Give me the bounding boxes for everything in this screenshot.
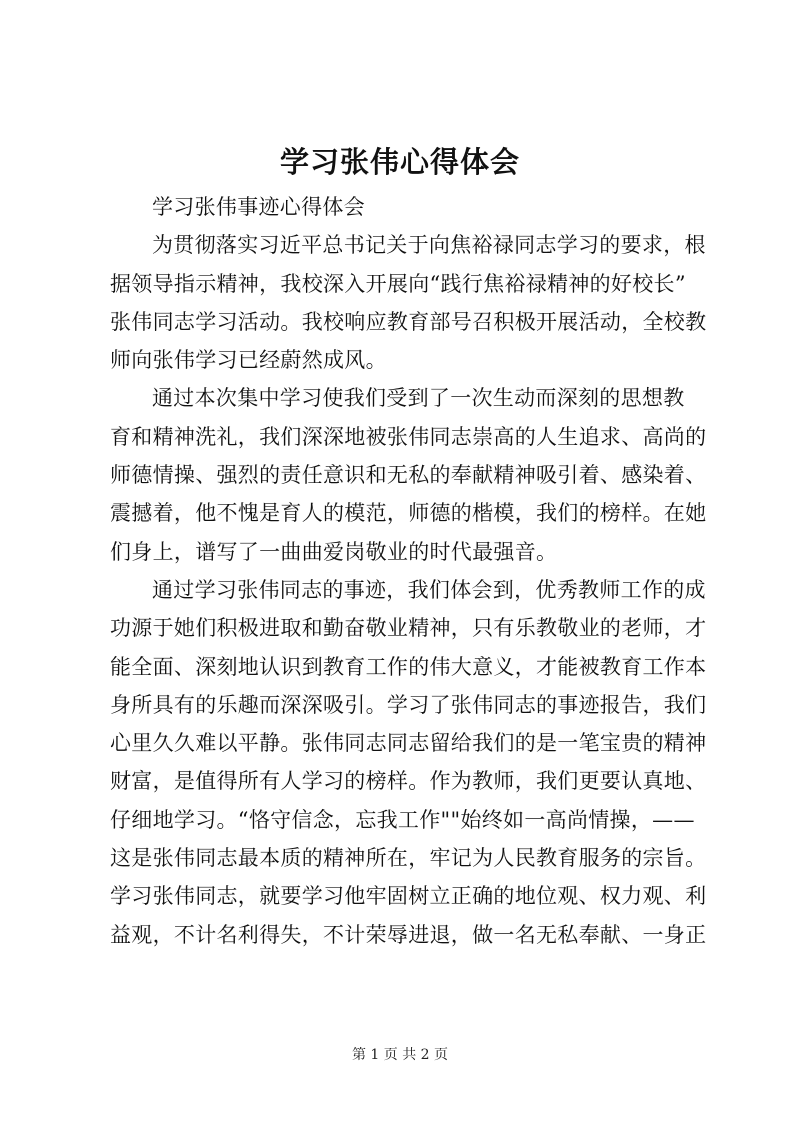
paragraph-3-line-7: 仔细地学习。“恪守信念，忘我工作""始终如一高尚情操，—— [110,807,695,832]
paragraph-3-line-3: 能全面、深刻地认识到教育工作的伟大意义，才能被教育工作本 [110,654,707,679]
paragraph-3-line-10: 益观，不计名利得失，不计荣辱进退，做一名无私奉献、一身正 [110,922,707,947]
paragraph-3-line-8: 这是张伟同志最本质的精神所在，牢记为人民教育服务的宗旨。 [110,846,707,871]
paragraph-3-line-1: 通过学习张伟同志的事迹，我们体会到，优秀教师工作的成 [152,577,706,602]
paragraph-3-line-2: 功源于她们积极进取和勤奋敬业精神，只有乐教敬业的老师，才 [110,616,707,641]
paragraph-3-line-9: 学习张伟同志，就要学习他牢固树立正确的地位观、权力观、利 [110,884,707,909]
document-subtitle: 学习张伟事迹心得体会 [152,195,365,219]
paragraph-3-line-5: 心里久久难以平静。张伟同志同志留给我们的是一笔宝贵的精神 [110,731,707,756]
paragraph-3-line-6: 财富，是值得所有人学习的榜样。作为教师，我们更要认真地、 [110,769,707,794]
paragraph-3-line-4: 身所具有的乐趣而深深吸引。学习了张伟同志的事迹报告，我们 [110,692,707,717]
document-body [110,188,707,954]
paragraph-1-line-2: 据领导指示精神，我校深入开展向“践行焦裕禄精神的好校长” [110,271,686,296]
paragraph-2-line-2: 育和精神洗礼，我们深深地被张伟同志崇高的人生追求、高尚的 [110,424,707,449]
paragraph-2-line-1: 通过本次集中学习使我们受到了一次生动而深刻的思想教 [152,386,685,411]
paragraph-1-line-3: 张伟同志学习活动。我校响应教育部号召积极开展活动，全校教 [110,309,707,334]
page-number-footer: 第 1 页 共 2 页 [351,1047,449,1063]
document-title: 学习张伟心得体会 [279,145,520,179]
paragraph-2-line-3: 师德情操、强烈的责任意识和无私的奉献精神吸引着、感染着、 [110,463,707,488]
paragraph-1-line-4: 师向张伟学习已经蔚然成风。 [110,348,387,373]
paragraph-1-line-1: 为贯彻落实习近平总书记关于向焦裕禄同志学习的要求，根 [152,233,706,258]
paragraph-2-line-5: 们身上，谱写了一曲曲爱岗敬业的时代最强音。 [110,539,558,564]
paragraph-2-line-4: 震撼着，他不愧是育人的模范，师德的楷模，我们的榜样。在她 [110,501,707,526]
